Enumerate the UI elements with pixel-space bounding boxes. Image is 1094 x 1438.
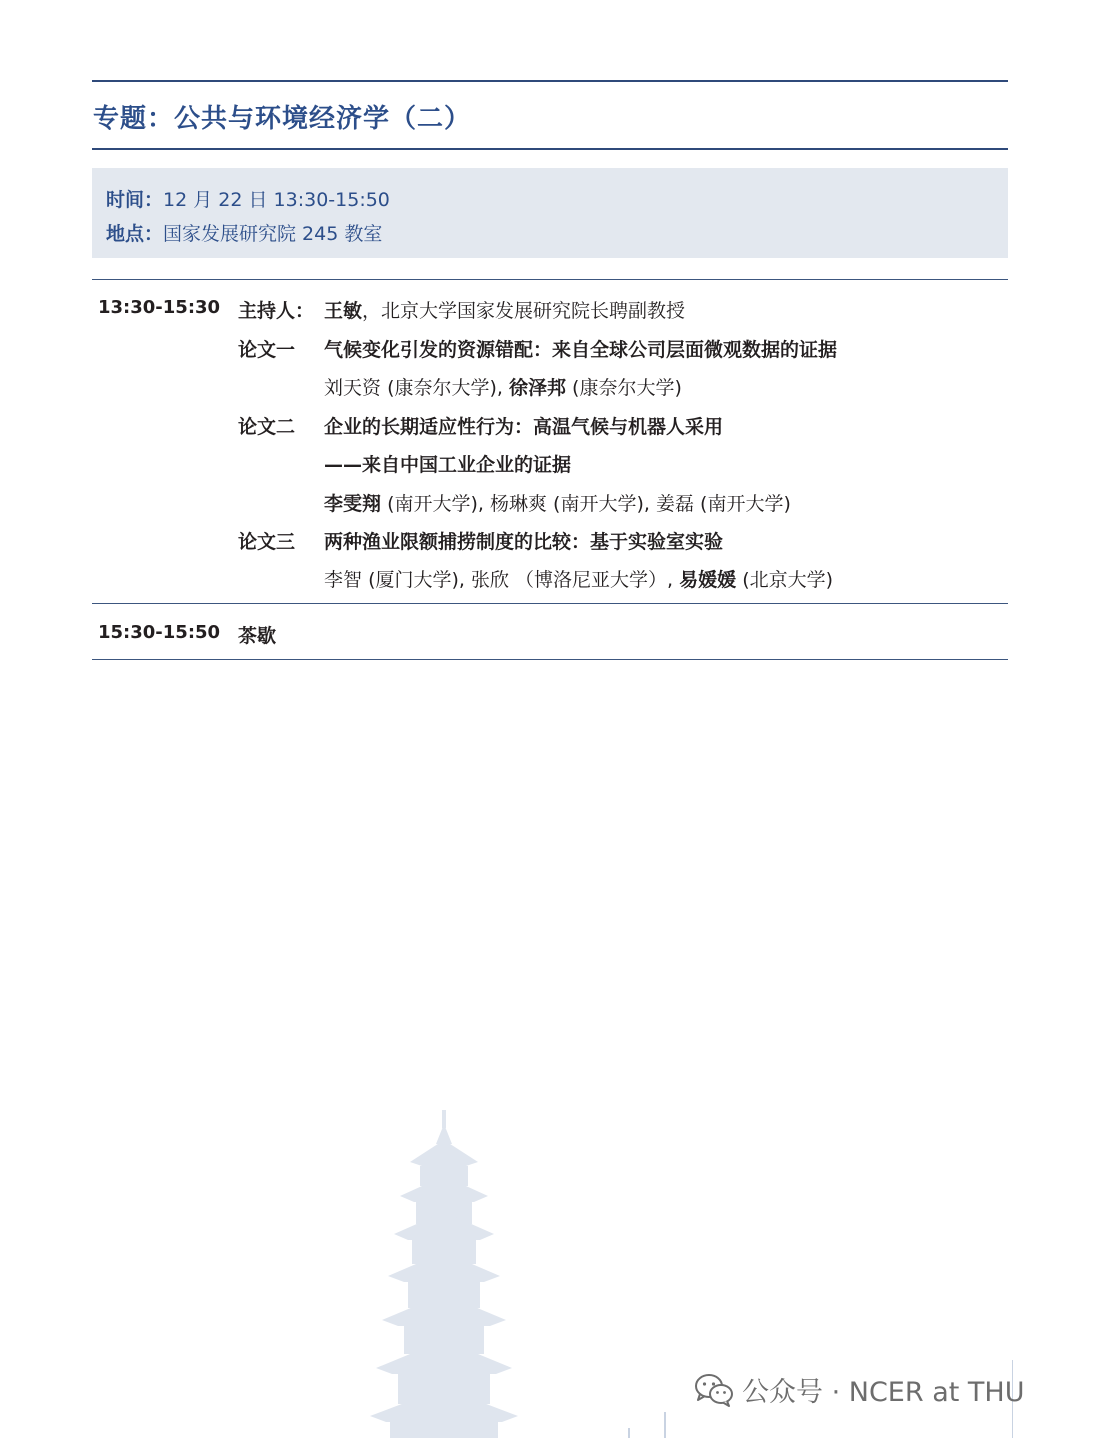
host-name: 王敏: [324, 300, 363, 322]
schedule-top-rule: [92, 279, 1008, 280]
decorative-line: [628, 1428, 630, 1438]
paper-authors: [324, 565, 833, 592]
paper-title: 两种渔业限额捕捞制度的比较：基于实验室实验: [324, 531, 724, 553]
author-name: 姜磊: [655, 493, 694, 515]
host-affiliation: ，北京大学国家发展研究院长聘副教授: [362, 300, 686, 322]
paper-subtitle: ——来自中国工业企业的证据: [324, 454, 572, 476]
author-affiliation: (康奈尔大学),: [387, 377, 503, 399]
paper-authors: [324, 373, 682, 400]
section-title: 专题：公共与环境经济学（二）: [93, 104, 472, 134]
author-affiliation: (厦门大学),: [368, 569, 465, 591]
top-rule: [92, 80, 1008, 82]
author-name: 李智: [324, 569, 363, 591]
time-info: [106, 185, 390, 212]
watermark-text: 公众号 · NCER at THU: [742, 1377, 1025, 1408]
paper-label: 论文三: [238, 531, 296, 553]
session-time: 15:30-15:50: [98, 622, 221, 643]
time-label: 时间：: [106, 189, 164, 211]
tea-break-label: 茶歇: [238, 625, 277, 647]
author-affiliation: (南开大学),: [387, 493, 484, 515]
place-label: 地点：: [106, 223, 164, 245]
author-affiliation: (南开大学): [700, 493, 791, 515]
title-bottom-rule: [92, 148, 1008, 150]
pagoda-illustration: [370, 1110, 520, 1438]
author-name: 易媛媛: [679, 569, 737, 591]
host-line: [324, 296, 685, 323]
author-name: 徐泽邦: [508, 377, 566, 399]
place-value: 国家发展研究院 245 教室: [163, 223, 383, 245]
paper-title: 气候变化引发的资源错配：来自全球公司层面微观数据的证据: [324, 339, 838, 361]
host-label: 主持人：: [238, 300, 315, 322]
paper-label: 论文二: [238, 416, 296, 438]
info-box: [92, 168, 1008, 258]
place-info: [106, 219, 382, 246]
wechat-icon: [694, 1373, 734, 1407]
author-affiliation: （博洛尼亚大学）,: [515, 569, 674, 591]
author-name: 杨琳爽: [489, 493, 547, 515]
author-affiliation: (康奈尔大学): [572, 377, 682, 399]
watermark: [694, 1370, 1024, 1409]
author-affiliation: (南开大学),: [553, 493, 650, 515]
session-time: 13:30-15:30: [98, 297, 221, 318]
paper-authors: [324, 489, 791, 516]
decorative-line: [664, 1412, 666, 1438]
author-name: 刘天资: [324, 377, 382, 399]
schedule-bottom-rule: [92, 659, 1008, 660]
paper-title: 企业的长期适应性行为：高温气候与机器人采用: [324, 416, 724, 438]
paper-label: 论文一: [238, 339, 296, 361]
author-affiliation: (北京大学): [742, 569, 834, 591]
time-value: 12 月 22 日 13:30-15:50: [163, 189, 390, 211]
author-name: 李雯翔: [324, 493, 382, 515]
session-divider: [92, 603, 1008, 604]
author-name: 张欣: [470, 569, 509, 591]
